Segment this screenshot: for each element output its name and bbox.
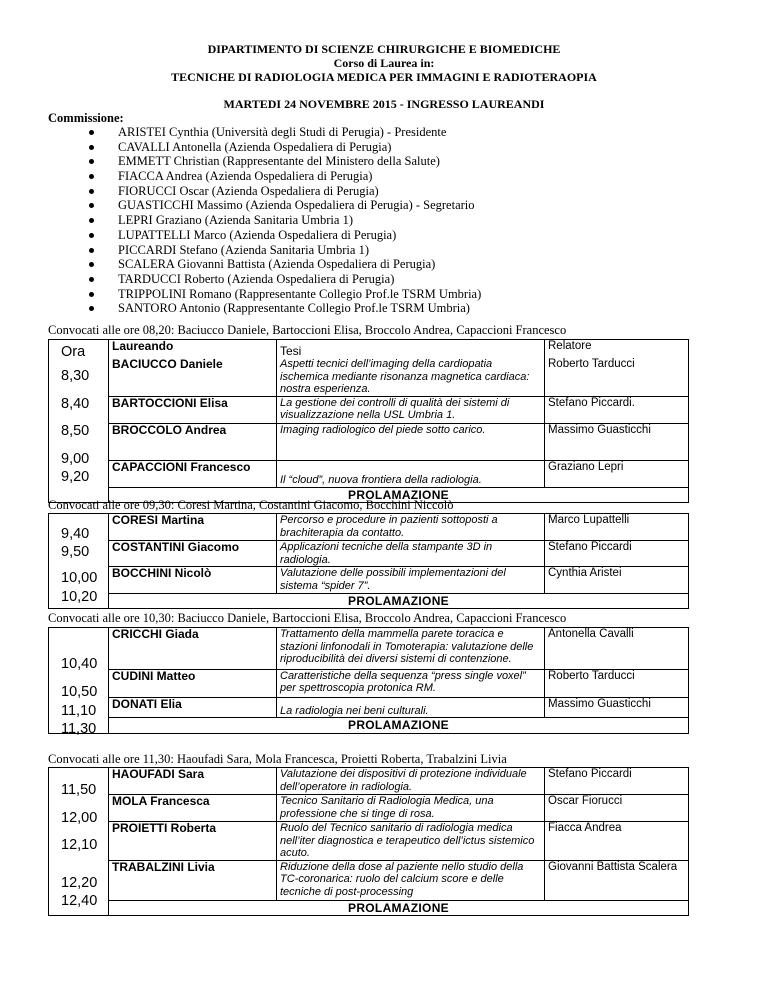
student-name: BARTOCCIONI Elisa xyxy=(109,396,277,423)
thesis-title: Tecnico Sanitario di Radiologia Medica, una professione che si tinge di rosa. xyxy=(277,795,545,822)
student-name: BROCCOLO Andrea xyxy=(109,423,277,460)
thesis-title: Riduzione della dose al paziente nello studio della TC-coronarica: ruolo del calcium score e delle tecniche di post-processing xyxy=(277,860,545,900)
student-name: CRICCHI Giada xyxy=(109,628,277,670)
session-2-table xyxy=(48,513,689,609)
time-slot: 9,00 xyxy=(61,451,90,467)
prolamazione-row: PROLAMAZIONE xyxy=(109,487,689,502)
time-column xyxy=(49,628,109,737)
prolamazione-row: PROLAMAZIONE xyxy=(109,594,689,609)
relatore-name: Marco Lupattelli xyxy=(545,514,689,541)
thesis-title: Valutazione delle possibili implementazioni del sistema “spider 7”. xyxy=(277,567,545,594)
time-slot: 10,00 xyxy=(61,570,98,586)
student-name: TRABALZINI Livia xyxy=(109,860,277,900)
relatore-name: Stefano Piccardi xyxy=(545,541,689,567)
department-title: DIPARTIMENTO DI SCIENZE CHIRURGICHE E BIOMEDICHE xyxy=(207,42,561,56)
relatore-header: Relatore xyxy=(545,340,689,359)
thesis-title: La radiologia nei beni culturali. xyxy=(277,698,545,718)
time-slot: 9,40 xyxy=(61,526,90,542)
time-slot: 8,40 xyxy=(61,396,90,412)
time-slot: 10,50 xyxy=(61,684,98,700)
student-name: HAOUFADI Sara xyxy=(109,768,277,795)
student-name: CORESI Martina xyxy=(109,514,277,541)
commission-member: GUASTICCHI Massimo (Azienda Ospedaliera di Perugia) - Segretario xyxy=(88,198,481,213)
time-slot: 9,50 xyxy=(61,544,90,560)
commission-member: ARISTEI Cynthia (Università degli Studi di Perugia) - Presidente xyxy=(88,125,481,140)
student-name: PROIETTI Roberta xyxy=(109,822,277,861)
commission-member: SANTORO Antonio (Rappresentante Collegio Prof.le TSRM Umbria) xyxy=(88,301,481,316)
time-slot: 12,40 xyxy=(61,893,98,909)
student-name: BACIUCCO Daniele xyxy=(109,358,277,396)
relatore-name: Stefano Piccardi xyxy=(545,768,689,795)
session-1-table xyxy=(48,339,689,503)
relatore-name: Stefano Piccardi. xyxy=(545,396,689,423)
relatore-name: Roberto Tarducci xyxy=(545,358,689,396)
session-2-convocati: Convocati alle ore 09,30: Coresi Martina, Costantini Giacomo, Bocchini Niccolò xyxy=(48,498,454,512)
relatore-name: Oscar Fiorucci xyxy=(545,795,689,822)
course-title: TECNICHE DI RADIOLOGIA MEDICA PER IMMAGINI E RADIOTERAOPIA xyxy=(171,70,597,84)
student-name: BOCCHINI Nicolò xyxy=(109,567,277,594)
time-slot: 11,10 xyxy=(61,703,97,719)
relatore-name: Massimo Guasticchi xyxy=(545,698,689,718)
ora-header: Ora xyxy=(61,344,86,360)
student-name: DONATI Elia xyxy=(109,698,277,718)
session-4-table xyxy=(48,767,689,916)
thesis-title: Il “cloud”, nuova frontiera della radiologia. xyxy=(277,460,545,487)
commission-member: TRIPPOLINI Romano (Rappresentante Collegio Prof.le TSRM Umbria) xyxy=(88,287,481,302)
relatore-name: Antonella Cavalli xyxy=(545,628,689,670)
thesis-title: Aspetti tecnici dell’imaging della cardiopatia ischemica mediante risonanza magnetica cardiaca: nostra esperienza. xyxy=(277,358,545,396)
thesis-title: Ruolo del Tecnico sanitario di radiologia medica nell’iter diagnostica e terapeutico dell’ictus sistemico acuto. xyxy=(277,822,545,861)
commission-list xyxy=(88,125,481,316)
thesis-title: Imaging radiologico del piede sotto carico. xyxy=(277,423,545,460)
time-slot: 8,30 xyxy=(61,368,90,384)
commission-member: SCALERA Giovanni Battista (Azienda Ospedaliera di Perugia) xyxy=(88,257,481,272)
thesis-title: Caratteristiche della sequenza “press single voxel” per spettroscopia protonica RM. xyxy=(277,669,545,697)
time-column xyxy=(49,340,109,503)
relatore-name: Fiacca Andrea xyxy=(545,822,689,861)
relatore-name: Graziano Lepri xyxy=(545,460,689,487)
prolamazione-row: PROLAMAZIONE xyxy=(109,718,689,734)
relatore-name: Roberto Tarducci xyxy=(545,669,689,697)
time-column xyxy=(49,514,109,609)
commission-member: PICCARDI Stefano (Azienda Sanitaria Umbria 1) xyxy=(88,243,481,258)
commission-member: EMMETT Christian (Rappresentante del Ministero della Salute) xyxy=(88,154,481,169)
student-name: CAPACCIONI Francesco xyxy=(109,460,277,487)
time-slot: 9,20 xyxy=(61,469,90,485)
relatore-name: Giovanni Battista Scalera xyxy=(545,860,689,900)
relatore-name: Cynthia Aristei xyxy=(545,567,689,594)
time-slot: 12,10 xyxy=(61,837,98,853)
thesis-title: Valutazione dei dispositivi di protezione individuale dell’operatore in radiologia. xyxy=(277,768,545,795)
time-slot: 11,30 xyxy=(61,721,97,737)
time-slot: 11,50 xyxy=(61,782,97,798)
relatore-name: Massimo Guasticchi xyxy=(545,423,689,460)
commission-member: LUPATTELLI Marco (Azienda Ospedaliera di Perugia) xyxy=(88,228,481,243)
commission-member: CAVALLI Antonella (Azienda Ospedaliera di Perugia) xyxy=(88,140,481,155)
session-3-convocati: Convocati alle ore 10,30: Baciucco Daniele, Bartoccioni Elisa, Broccolo Andrea, Capaccioni Francesco xyxy=(48,611,567,625)
course-label: Corso di Laurea in: xyxy=(333,56,435,70)
commission-member: LEPRI Graziano (Azienda Sanitaria Umbria 1) xyxy=(88,213,481,228)
thesis-title: Percorso e procedure in pazienti sottoposti a brachiterapia da contatto. xyxy=(277,514,545,541)
student-name: COSTANTINI Giacomo xyxy=(109,541,277,567)
laureando-header: Laureando xyxy=(109,340,277,359)
student-name: MOLA Francesca xyxy=(109,795,277,822)
time-slot: 12,00 xyxy=(61,810,98,826)
time-column xyxy=(49,768,109,916)
time-slot: 10,40 xyxy=(61,656,98,672)
tesi-header: Tesi xyxy=(277,340,545,359)
prolamazione-row: PROLAMAZIONE xyxy=(109,900,689,915)
time-slot: 10,20 xyxy=(61,589,98,605)
thesis-title: Applicazioni tecniche della stampante 3D in radiologia. xyxy=(277,541,545,567)
session-date: MARTEDI 24 NOVEMBRE 2015 - INGRESSO LAUREANDI xyxy=(223,97,545,111)
student-name: CUDINI Matteo xyxy=(109,669,277,697)
commission-title: Commissione: xyxy=(48,111,124,125)
session-1-convocati: Convocati alle ore 08,20: Baciucco Daniele, Bartoccioni Elisa, Broccolo Andrea, Capaccioni Francesco xyxy=(48,323,567,337)
session-3-table xyxy=(48,627,689,737)
thesis-title: La gestione dei controlli di qualità dei sistemi di visualizzazione nella USL Umbria 1. xyxy=(277,396,545,423)
session-4-convocati: Convocati alle ore 11,30: Haoufadi Sara, Mola Francesca, Proietti Roberta, Trabalzini Livia xyxy=(48,752,507,766)
commission-member: TARDUCCI Roberto (Azienda Ospedaliera di Perugia) xyxy=(88,272,481,287)
time-slot: 12,20 xyxy=(61,875,98,891)
commission-member: FIORUCCI Oscar (Azienda Ospedaliera di Perugia) xyxy=(88,184,481,199)
time-slot: 8,50 xyxy=(61,423,90,439)
thesis-title: Trattamento della mammella parete toracica e stazioni linfonodali in Tomoterapia: valutazione delle riproducibilità dei diversi sistemi di contenzione. xyxy=(277,628,545,670)
commission-member: FIACCA Andrea (Azienda Ospedaliera di Perugia) xyxy=(88,169,481,184)
